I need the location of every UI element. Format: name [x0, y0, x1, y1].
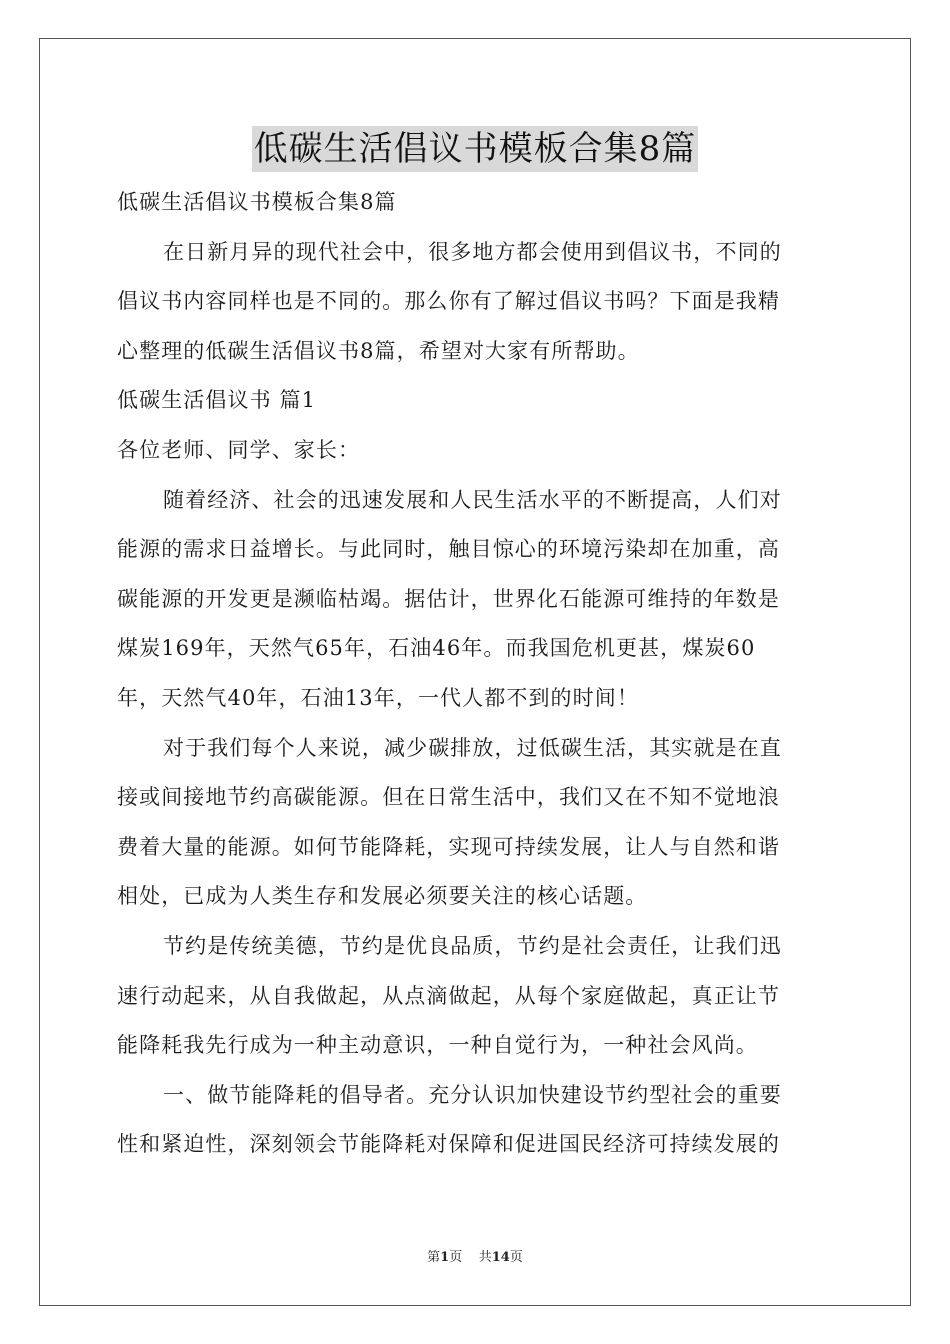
intro-paragraph-line-3: 心整理的低碳生活倡议书8篇，希望对大家有所帮助。	[117, 338, 640, 363]
paragraph-3-line-2: 速行动起来，从自我做起，从点滴做起，从每个家庭做起，真正让节	[117, 983, 780, 1008]
section-heading: 低碳生活倡议书 篇1	[117, 388, 317, 413]
paragraph-4-line-1: 一、做节能降耗的倡导者。充分认识加快建设节约型社会的重要	[163, 1082, 782, 1107]
paragraph-4-line-2: 性和紧迫性，深刻领会节能降耗对保障和促进国民经济可持续发展的	[117, 1132, 780, 1157]
page-suffix: 页	[449, 1250, 463, 1265]
total-suffix: 页	[509, 1250, 523, 1265]
paragraph-1-line-1: 随着经济、社会的迅速发展和人民生活水平的不断提高，人们对	[163, 487, 782, 512]
page-prefix: 第	[427, 1250, 441, 1265]
page-number: 1	[440, 1250, 450, 1265]
paragraph-1-line-2: 能源的需求日益增长。与此同时，触目惊心的环境污染却在加重，高	[117, 537, 780, 562]
paragraph-1-line-4: 煤炭169年，天然气65年，石油46年。而我国危机更甚，煤炭60	[117, 636, 756, 661]
intro-paragraph-line-2: 倡议书内容同样也是不同的。那么你有了解过倡议书吗？下面是我精	[117, 289, 780, 314]
paragraph-2-line-1: 对于我们每个人来说，减少碳排放，过低碳生活，其实就是在直	[163, 735, 782, 760]
paragraph-2-line-4: 相处，已成为人类生存和发展必须要关注的核心话题。	[117, 884, 648, 909]
document-body	[117, 178, 837, 1170]
paragraph-1-line-3: 碳能源的开发更是濒临枯竭。据估计，世界化石能源可维持的年数是	[117, 586, 780, 611]
page-footer	[0, 1249, 950, 1267]
paragraph-3-line-1: 节约是传统美德，节约是优良品质，节约是社会责任，让我们迅	[163, 933, 782, 958]
total-pages: 14	[491, 1250, 510, 1265]
total-prefix: 共	[478, 1250, 492, 1265]
paragraph-1-line-5: 年，天然气40年，石油13年，一代人都不到的时间！	[117, 685, 639, 710]
salutation: 各位老师、同学、家长：	[117, 437, 361, 462]
paragraph-2-line-2: 接或间接地节约高碳能源。但在日常生活中，我们又在不知不觉地浪	[117, 785, 780, 810]
paragraph-3-line-3: 能降耗我先行成为一种主动意识，一种自觉行为，一种社会风尚。	[117, 1033, 758, 1058]
subtitle-line: 低碳生活倡议书模板合集8篇	[117, 190, 397, 214]
document-title: 低碳生活倡议书模板合集8篇	[252, 126, 699, 172]
title-container	[0, 126, 950, 172]
paragraph-2-line-3: 费着大量的能源。如何节能降耗，实现可持续发展，让人与自然和谐	[117, 834, 780, 859]
intro-paragraph-line-1: 在日新月异的现代社会中，很多地方都会使用到倡议书，不同的	[163, 239, 782, 264]
